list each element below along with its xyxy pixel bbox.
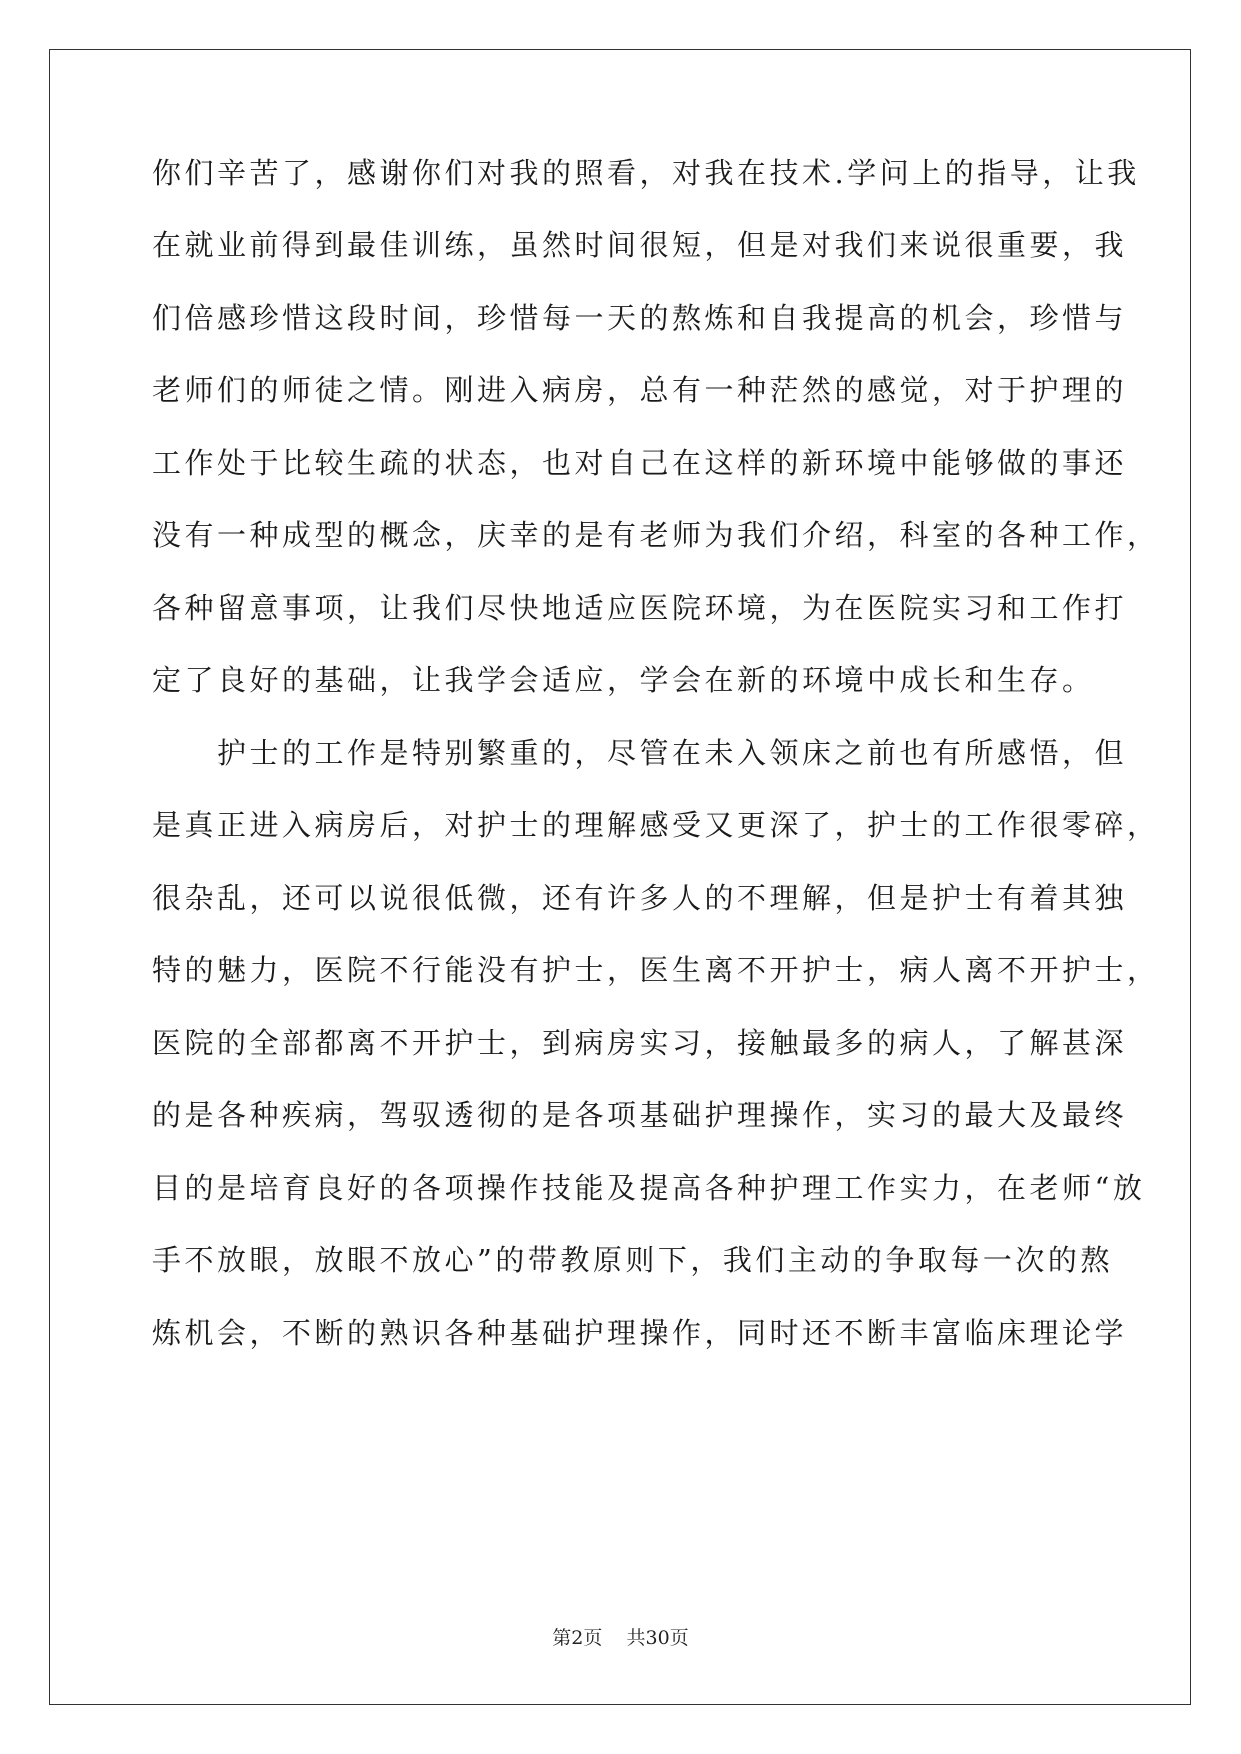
text-line: 定了良好的基础，让我学会适应，学会在新的环境中成长和生存。 — [152, 663, 1095, 697]
text-line: 工作处于比较生疏的状态，也对自己在这样的新环境中能够做的事还 — [152, 446, 1128, 480]
text-line: 医院的全部都离不开护士，到病房实习，接触最多的病人，了解甚深 — [152, 1026, 1128, 1060]
text-line: 目的是培育良好的各项操作技能及提高各种护理工作实力，在老师“放 — [152, 1171, 1146, 1205]
page-footer — [0, 1625, 1241, 1651]
text-line: 手不放眼，放眼不放心”的带教原则下，我们主动的争取每一次的熬 — [152, 1243, 1113, 1277]
text-line: 是真正进入病房后，对护士的理解感受又更深了，护士的工作很零碎， — [152, 808, 1160, 842]
text-line: 们倍感珍惜这段时间，珍惜每一天的熬炼和自我提高的机会，珍惜与 — [152, 301, 1128, 335]
text-line: 各种留意事项，让我们尽快地适应医院环境，为在医院实习和工作打 — [152, 591, 1128, 625]
text-line: 的是各种疾病，驾驭透彻的是各项基础护理操作，实习的最大及最终 — [152, 1098, 1128, 1132]
text-line: 在就业前得到最佳训练，虽然时间很短，但是对我们来说很重要，我 — [152, 228, 1128, 262]
text-line: 护士的工作是特别繁重的，尽管在未入领床之前也有所感悟，但 — [152, 736, 1128, 770]
text-line: 很杂乱，还可以说很低微，还有许多人的不理解，但是护士有着其独 — [152, 881, 1128, 915]
page-number: 第2页 — [552, 1627, 603, 1649]
text-line: 特的魅力，医院不行能没有护士，医生离不开护士，病人离不开护士， — [152, 953, 1160, 987]
page-total: 共30页 — [626, 1627, 689, 1649]
text-line: 你们辛苦了，感谢你们对我的照看，对我在技术.学问上的指导，让我 — [152, 156, 1140, 190]
text-line: 老师们的师徒之情。刚进入病房，总有一种茫然的感觉，对于护理的 — [152, 373, 1128, 407]
text-line: 没有一种成型的概念，庆幸的是有老师为我们介绍，科室的各种工作， — [152, 518, 1160, 552]
text-line: 炼机会，不断的熟识各种基础护理操作，同时还不断丰富临床理论学 — [152, 1316, 1128, 1350]
